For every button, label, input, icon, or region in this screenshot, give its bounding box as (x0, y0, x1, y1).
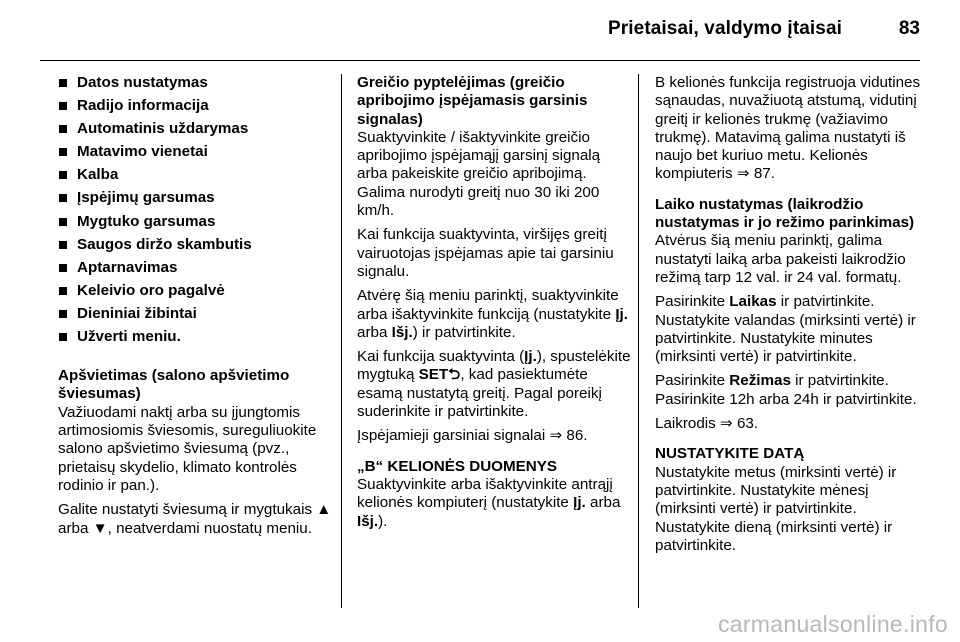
section-heading-set-date: NUSTATYKITE DATĄ (655, 445, 805, 463)
list-item: Datos nustatymas (58, 74, 336, 97)
bullet-square-icon (59, 264, 67, 272)
paragraph: Kai funkcija suaktyvinta (Įj.), spustelėkite mygtuką SET⮌, kad pasiektumėte esamą nustatytą greitį. Pagal poreikį suderinkite ir patvirtinkite. (357, 348, 631, 421)
return-arrow-icon: ⮌ (448, 366, 461, 384)
bullet-square-icon (59, 287, 67, 295)
list-item: Matavimo vienetai (58, 143, 336, 166)
list-item: Įspėjimų garsumas (58, 189, 336, 212)
paragraph: Nustatykite metus (mirksinti vertė) ir patvirtinkite. Nustatykite mėnesį (mirksinti vertė) ir patvirtinkite. Nustatykite dieną (mirksinti vertė) ir patvirtinkite. (655, 463, 897, 554)
list-item: Užverti meniu. (58, 328, 336, 351)
column-divider-1 (341, 74, 342, 608)
paragraph: Pasirinkite Laikas ir patvirtinkite. Nustatykite valandas (mirksinti vertė) ir patvirtinkite. Nustatykite minutes (mirksinti vertė) ir patvirtinkite. (655, 293, 916, 366)
column-3 (655, 74, 927, 561)
bullet-square-icon (59, 79, 67, 87)
list-item: Saugos diržo skambutis (58, 236, 336, 259)
section-heading-time-setting: Laiko nustatymas (laikrodžio nustatymas ir jo režimo parinkimas) (655, 195, 915, 232)
bullet-square-icon (59, 148, 67, 156)
section-heading-speed-beep: Greičio pyptelėjimas (greičio apribojimo įspėjamasis garsinis signalas) (357, 74, 588, 128)
page-number: 83 (898, 18, 920, 39)
section-heading-trip-b: „B“ KELIONĖS DUOMENYS (357, 457, 557, 475)
list-item: Keleivio oro pagalvė (58, 282, 336, 305)
watermark: carmanualsonline.info (717, 611, 948, 637)
paragraph: Kai funkcija suaktyvinta, viršijęs greitį vairuotojas įspėjamas apie tai garsiniu signalu. (357, 226, 614, 280)
paragraph: Pasirinkite Režimas ir patvirtinkite. Pasirinkite 12h arba 24h ir patvirtinkite. (655, 372, 917, 408)
on-option-label: Įj. (573, 494, 586, 512)
column-2 (357, 74, 632, 537)
bullet-square-icon (59, 102, 67, 110)
section-heading-lighting: Apšvietimas (salono apšvietimo šviesumas) (58, 367, 290, 403)
set-button-label: SET (418, 366, 449, 384)
paragraph: Suaktyvinkite arba išaktyvinkite antrąjį kelionės kompiuterį (nustatykite Įj. arba Išj.). (357, 475, 621, 530)
bullet-square-icon (59, 333, 67, 341)
paragraph: Laikrodis ⇒ 63. (655, 415, 759, 433)
paragraph: Suaktyvinkite / išaktyvinkite greičio apribojimo įspėjamąjį garsinį signalą arba pakeiskite greičio apribojimą. Galima nurodyti greitį nuo 30 iki 200 km/h. (357, 128, 601, 220)
list-item: Automatinis uždarymas (58, 120, 336, 143)
paragraph: Važiuodami naktį arba su įjungtomis artimosiomis šviesomis, sureguliuokite salono apšvietimo šviesumą (pvz., prietaisų skydelio, klimato kontrolės rodinio ir pan.). (58, 403, 317, 494)
time-option-label: Laikas (729, 293, 777, 311)
header-divider (40, 60, 920, 61)
list-item: Radijo informacija (58, 97, 336, 120)
menu-options-list (58, 74, 336, 351)
paragraph: Galite nustatyti šviesumą ir mygtukais ▲ arba ▼, neatverdami nuostatų meniu. (58, 501, 332, 537)
on-option-label: Įj. (615, 305, 628, 323)
page-header-title: Prietaisai, valdymo įtaisai (608, 18, 842, 39)
paragraph: Atvėrę šią meniu parinktį, suaktyvinkite arba išaktyvinkite funkciją (nustatykite Įj. arba Išj.) ir patvirtinkite. (357, 287, 628, 341)
list-item: Dieniniai žibintai (58, 305, 336, 328)
list-item: Mygtuko garsumas (58, 213, 336, 236)
column-divider-2 (638, 74, 639, 608)
paragraph: B kelionės funkcija registruoja vidutines sąnaudas, nuvažiuotą atstumą, vidutinį greitį ir kelionės trukmę (važiavimo trukmę). Matavimą galima nustatyti iš naujo bet kuriuo metu. Kelionės kompiuteris ⇒ 87. (655, 74, 921, 183)
off-option-label: Išj. (357, 512, 379, 530)
bullet-square-icon (59, 171, 67, 179)
mode-option-label: Režimas (729, 372, 791, 390)
bullet-square-icon (59, 194, 67, 202)
column-1 (58, 74, 336, 544)
off-option-label: Išj. (391, 323, 413, 341)
paragraph: Atvėrus šią meniu parinktį, galima nustatyti laiką arba pakeisti laikrodžio režimą tarp 12 val. ir 24 val. formatų. (655, 232, 906, 286)
list-item: Kalba (58, 166, 336, 189)
bullet-square-icon (59, 125, 67, 133)
on-option-label: Įj. (524, 348, 537, 366)
list-item: Aptarnavimas (58, 259, 336, 282)
bullet-square-icon (59, 310, 67, 318)
bullet-square-icon (59, 218, 67, 226)
paragraph: Įspėjamieji garsiniai signalai ⇒ 86. (357, 427, 588, 445)
bullet-square-icon (59, 241, 67, 249)
